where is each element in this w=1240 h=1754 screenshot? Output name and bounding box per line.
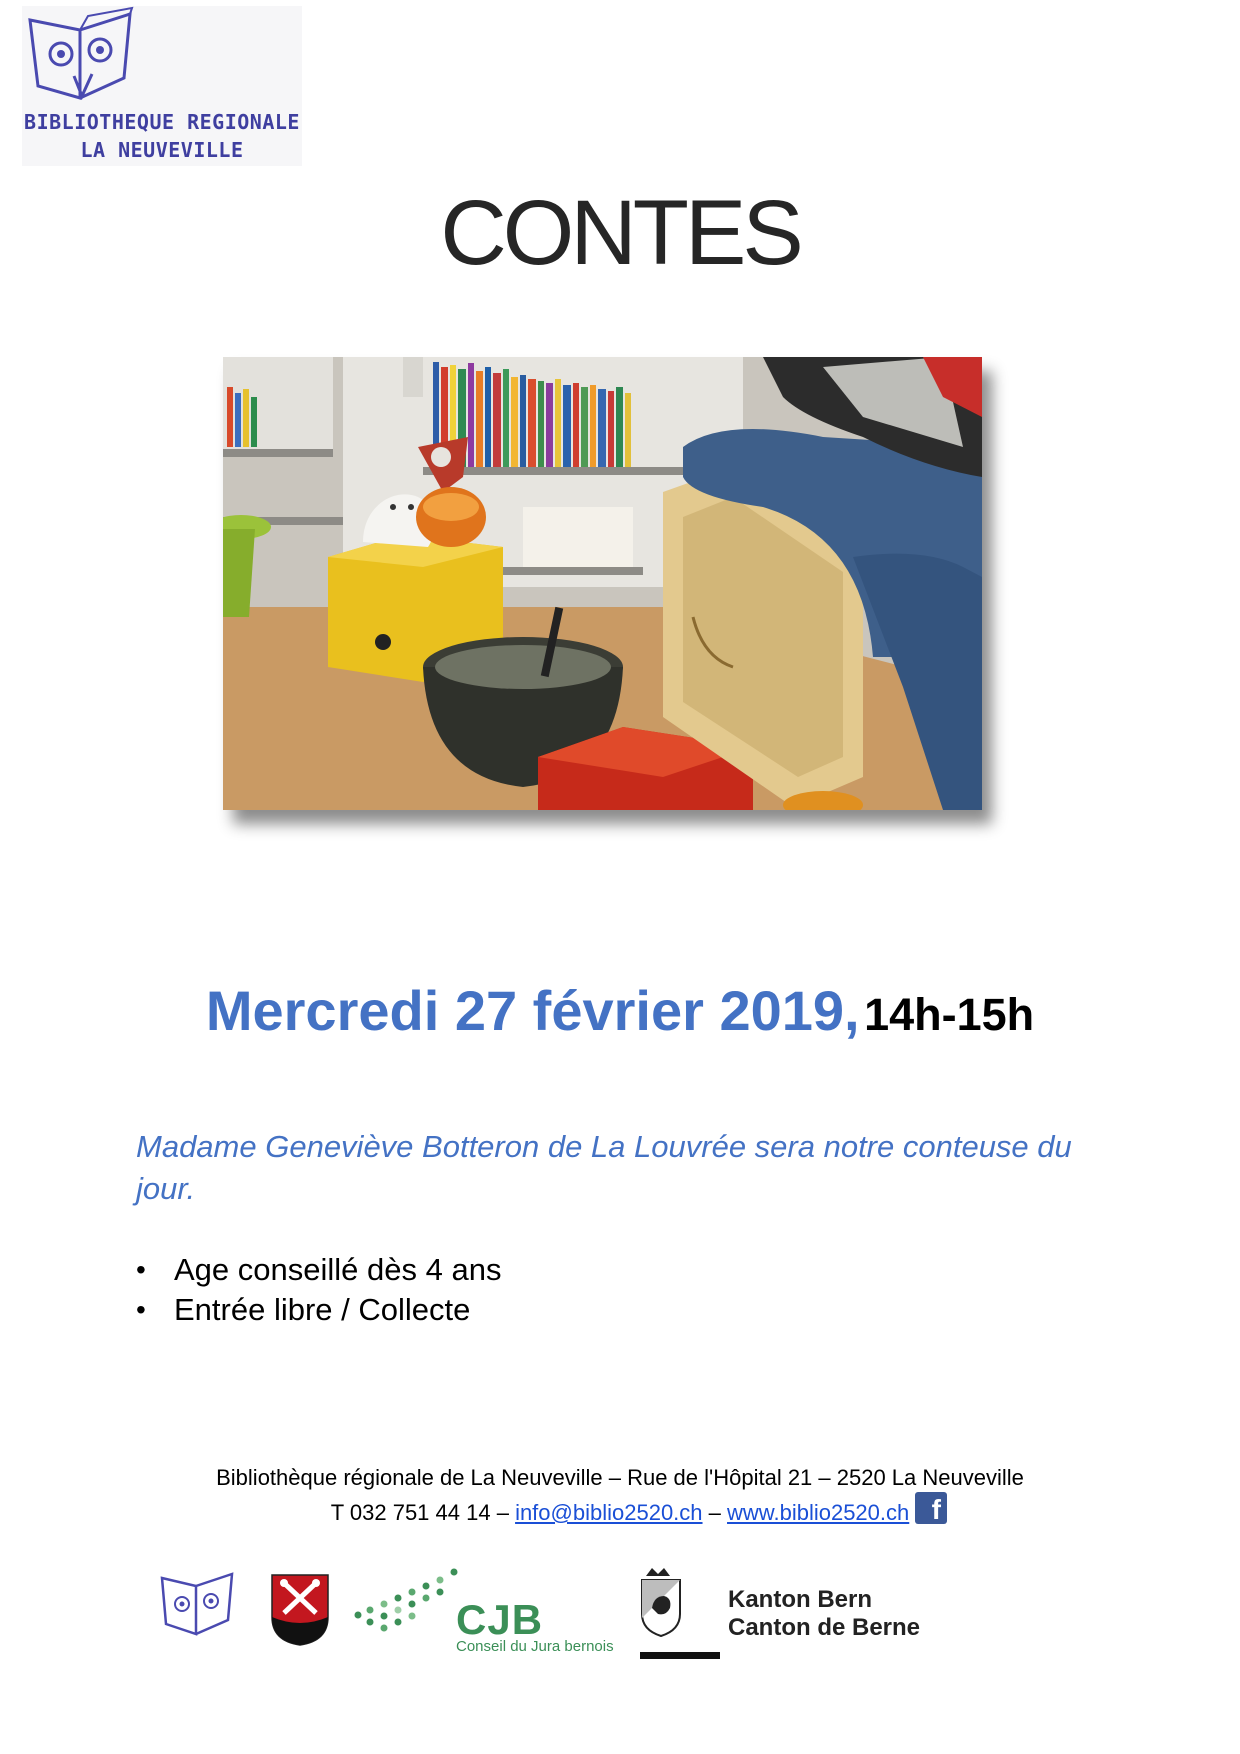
page-title: CONTES [440,182,800,284]
event-time: 14h-15h [864,989,1035,1040]
cjb-abbreviation: CJB [456,1596,544,1643]
event-intro: Madame Geneviève Botteron de La Louvrée sera notre conteuse du jour. [136,1129,1072,1206]
facebook-icon[interactable]: f [915,1492,947,1524]
footer-address: Bibliothèque régionale de La Neuveville – Rue de l'Hôpital 21 – 2520 La Neuveville [216,1465,1024,1490]
detail-entry: • Entrée libre / Collecte [136,1290,501,1330]
event-date: Mercredi 27 février 2019, [205,979,860,1042]
logo-line-2: LA NEUVEVILLE [80,138,244,162]
canton-bern-text [728,1586,920,1642]
book-owl-icon [22,6,302,116]
footer-contact [0,1500,1240,1526]
event-date-line [0,978,1240,1043]
bern-line-2: Canton de Berne [728,1614,921,1641]
event-details-list [136,1250,501,1330]
footer-separator: – [708,1500,721,1525]
library-logo-text [22,108,302,164]
bern-crest-icon [640,1568,720,1660]
footer-phone: T 032 751 44 14 – [330,1500,509,1525]
website-link[interactable]: www.biblio2520.ch [727,1500,910,1525]
email-link[interactable]: info@biblio2520.ch [515,1500,703,1525]
bern-line-1: Kanton Bern [728,1586,872,1613]
library-small-logo-icon [158,1568,236,1640]
logo-line-1: BIBLIOTHEQUE REGIONALE [24,110,300,134]
neuveville-crest-icon [270,1573,330,1647]
storytelling-photo [223,357,982,810]
cjb-name: Conseil du Jura bernois [456,1638,614,1655]
detail-age: • Age conseillé dès 4 ans [136,1250,501,1290]
